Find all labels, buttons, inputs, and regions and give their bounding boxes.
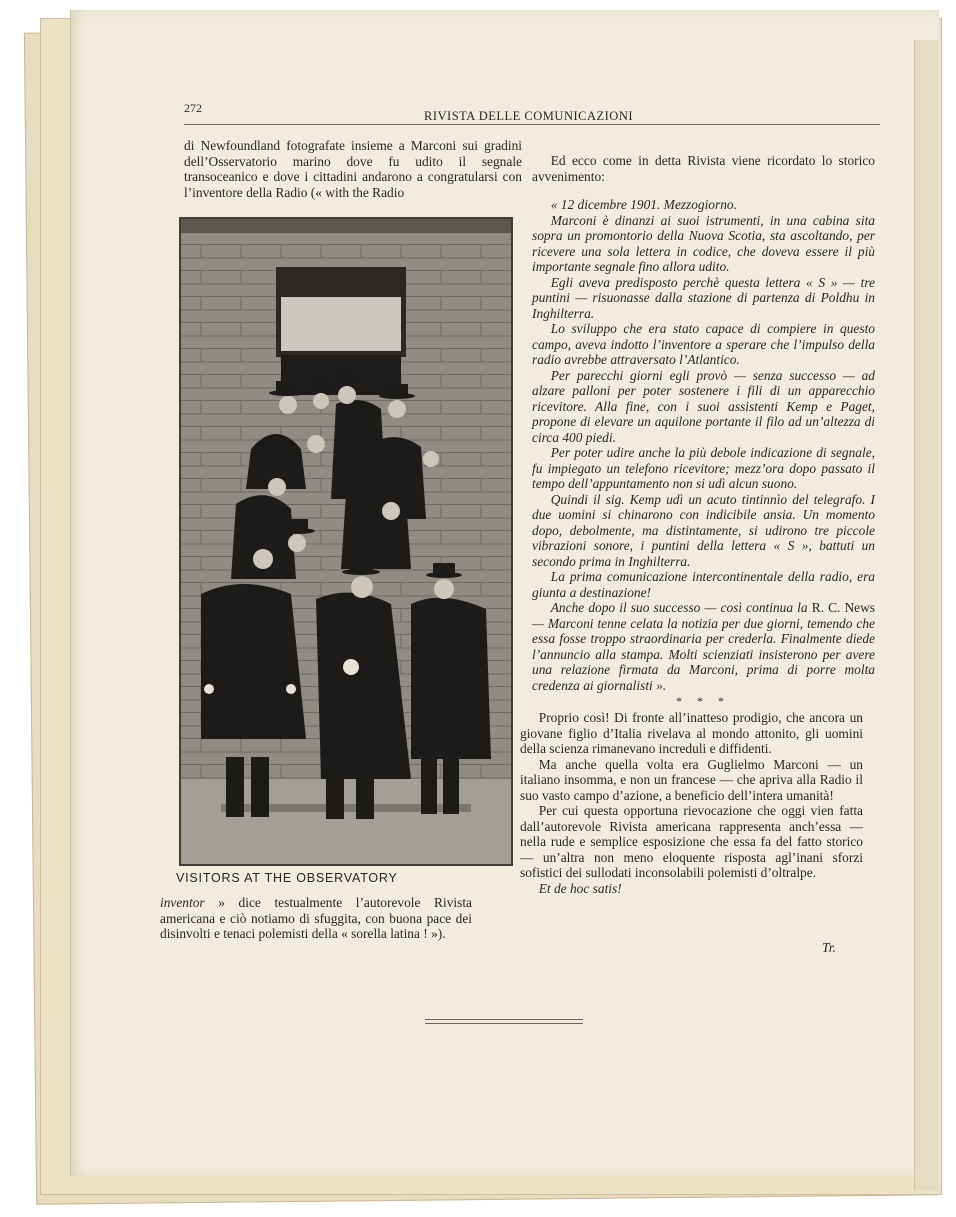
quoted-account [532,197,875,693]
intro-paragraph: Ed ecco come in detta Rivista viene ricordato lo storico avvenimento: [532,153,875,184]
quote-paragraph: Egli aveva predisposto perchè questa lettera « S » — tre puntini — risuonasse dalla stazione di partenza di Poldhu in Inghilterra. [532,274,875,321]
group-photo-image [181,219,511,864]
quote-text: Anche dopo il suo successo — così continua la [550,600,808,615]
left-column-top [184,138,522,200]
page-number: 272 [184,101,202,115]
running-title: RIVISTA DELLE COMUNICAZIONI [424,109,634,123]
header-rule [184,124,880,125]
section-separator: * * * [676,694,730,708]
quote-paragraph: Quindi il sig. Kemp udì un acuto tintinnìo del telegrafo. I due uomini si chinarono con indicibile ansia. Un momento dopo, debolmente, ma distintamente, si udirono tre piccole vibrazioni sonore, i puntini della lettera « S », battuti un secondo prima in Inghilterra. [532,491,875,569]
paragraph [160,895,472,942]
closing-paragraph: Per cui questa opportuna rievocazione che oggi vien fatta dall’autorevole Rivista americana rappresenta anch’essa — nella rude e semplice esposizione che essa fa del fatto storico — un’altra non meno eloquente risposta agl’inani sforzi sofistici dei sullodati inconsolabili polemisti d’oltralpe. [520,803,863,880]
publication-name: R. C. News [807,600,875,615]
quote-paragraph: Per parecchi giorni egli provò — senza successo — ad alzare palloni per poter sostenere i fili di un apparecchio ricevitore. Alla fine, con i suoi assistenti Kemp e Paget, propone di elevare un aquilone portante il filo ad un’altezza di circa 400 piedi. [532,367,875,445]
closing-paragraph: Proprio così! Di fronte all’inatteso prodigio, che ancora un giovane figlio d’Italia rivelava al mondo attonito, gli uomini della scienza rimanevano increduli e diffidenti. [520,710,863,756]
quote-paragraph: La prima comunicazione intercontinentale della radio, era giunta a destinazione! [532,569,875,600]
paragraph: di Newfoundland fotografate insieme a Marconi sui gradini dell’Osservatorio marino dove fu udito il segnale transoceanico e dove i cittadini andarono a congratularsi con l’inventore della Radio (« with the Radio [184,138,522,200]
photo-caption: VISITORS AT THE OBSERVATORY [176,871,398,885]
observatory-photo [179,217,513,866]
quote-paragraph: Marconi è dinanzi ai suoi istrumenti, in una cabina sita sopra un promontorio della Nuova Scotia, sta ascoltando, per ricevere una sola lettera in codice, che doveva essere il più importante segnale fino allora udito. [532,212,875,274]
right-page-edge [914,40,939,1190]
closing-paragraph: Ma anche quella volta era Guglielmo Marconi — un italiano insomma, e non un francese — che apriva alla Radio il suo vasto campo d’azione, a beneficio dell’intera umanità! [520,756,863,803]
italic-lead: inventor [160,895,205,910]
quote-paragraph [532,600,875,693]
quote-text: — Marconi tenne celata la notizia per due giorni, temendo che essa fosse troppo straordinaria per crederla. Finalmente diede l’annuncio alla stampa. Molti scienziati insisterono per avere una relazione firmata da Marconi, prima di porre molta credenza ai giornalisti ». [532,615,875,693]
closing-line: Et de hoc satis! [538,880,622,896]
quote-paragraph: Lo sviluppo che era stato capace di compiere in questo campo, aveva indotto l’inventore a sperare che l’impulso della radio avrebbe attraversato l’Atlantico. [532,321,875,367]
author-signature: Tr. [822,940,836,955]
quote-paragraph: Per poter udire anche la più debole indicazione di segnale, fu impiegato un telefono ricevitore; mezz’ora dopo passato il tempo dell’appuntamento non si udì alcun suono. [532,445,875,491]
end-rule [425,1019,583,1024]
paragraph-rest: » dice testualmente l’autorevole Rivista americana e ciò notiamo di sfuggita, con buona pace dei disinvolti e tenaci polemisti della « sorella latina ! »). [160,895,472,941]
closing-section [520,710,863,896]
left-column-bottom [160,895,472,942]
right-column [532,153,875,693]
quote-paragraph: « 12 dicembre 1901. Mezzogiorno. [550,197,737,212]
